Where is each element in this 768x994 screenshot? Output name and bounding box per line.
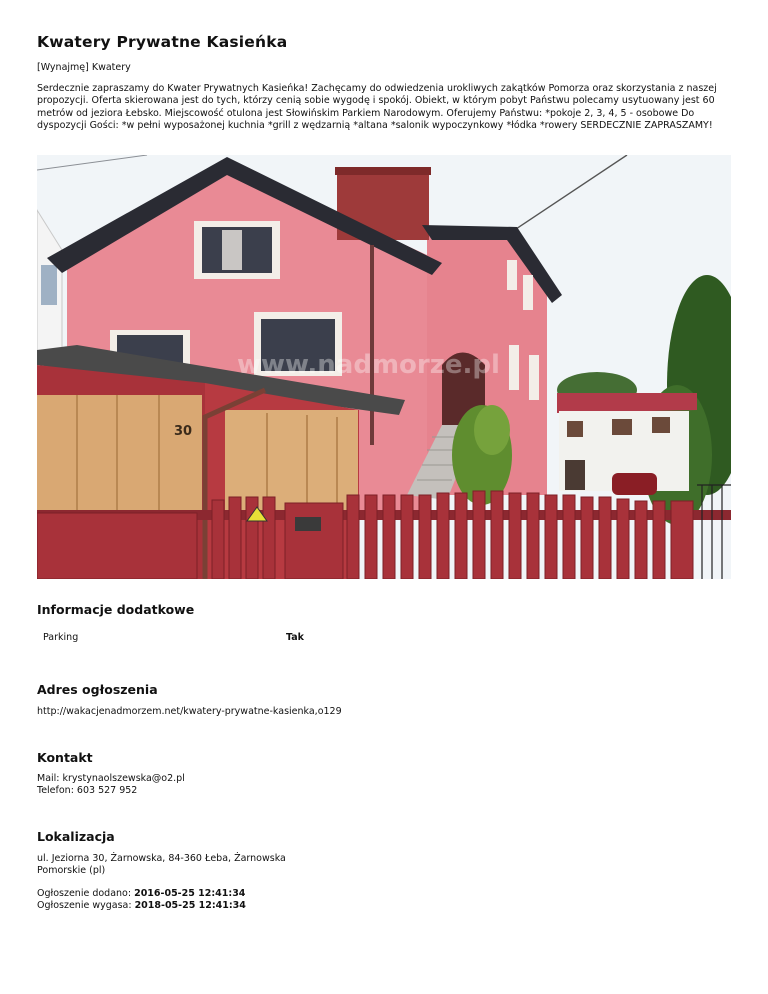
date-added-label: Ogłoszenie dodano: <box>37 888 135 899</box>
page-title: Kwatery Prywatne Kasieńka <box>37 33 288 51</box>
info-value-parking: Tak <box>286 632 304 643</box>
date-added <box>37 888 245 901</box>
date-added-value: 2016-05-25 12:41:34 <box>134 888 246 899</box>
contact-mail: Mail: krystynaolszewska@o2.pl <box>37 773 185 784</box>
info-label-parking: Parking <box>43 632 79 643</box>
location-address: ul. Jeziorna 30, Żarnowska, 84-360 Łeba, Żarnowska <box>37 853 286 864</box>
location-heading: Lokalizacja <box>37 829 115 844</box>
listing-description: Serdecznie zapraszamy do Kwater Prywatnych Kasieńka! Zachęcamy do odwiedzenia urokliwych zakątków Pomorza oraz skorzystania z naszej propozycji. Oferta skierowana jest do tych, którzy cenią sobie wygodę i spokój. Obiekt, w którym pobyt Państwu polecamy usytuowany jest 60 metrów od jeziora Łebsko. Miejscowość otulona jest Słowińskim Parkiem Narodowym. Oferujemy Państwu: *pokoje 2, 3, 4, 5 - osobowe Do dyspozycji Gości: *w pełni wyposażonej kuchnia *grill z wędzarnią *altana *salonik wypoczynkowy *łódka *rowery SERDECZNIE ZAPRASZAMY! <box>37 83 717 131</box>
contact-phone: Telefon: 603 527 952 <box>37 785 138 796</box>
address-heading: Adres ogłoszenia <box>37 682 158 697</box>
location-region: Pomorskie (pl) <box>37 865 106 876</box>
date-expires-label: Ogłoszenie wygasa: <box>37 900 135 911</box>
date-expires <box>37 900 246 913</box>
house-number: 30 <box>174 424 193 439</box>
photo-watermark: www.nadmorze.pl <box>237 350 500 380</box>
listing-photo <box>37 155 731 579</box>
contact-heading: Kontakt <box>37 750 93 765</box>
additional-info-heading: Informacje dodatkowe <box>37 602 195 617</box>
date-expires-value: 2018-05-25 12:41:34 <box>134 900 246 911</box>
listing-url: http://wakacjenadmorzem.net/kwatery-prywatne-kasienka,o129 <box>37 706 342 717</box>
listing-category: [Wynajmę] Kwatery <box>37 62 131 73</box>
